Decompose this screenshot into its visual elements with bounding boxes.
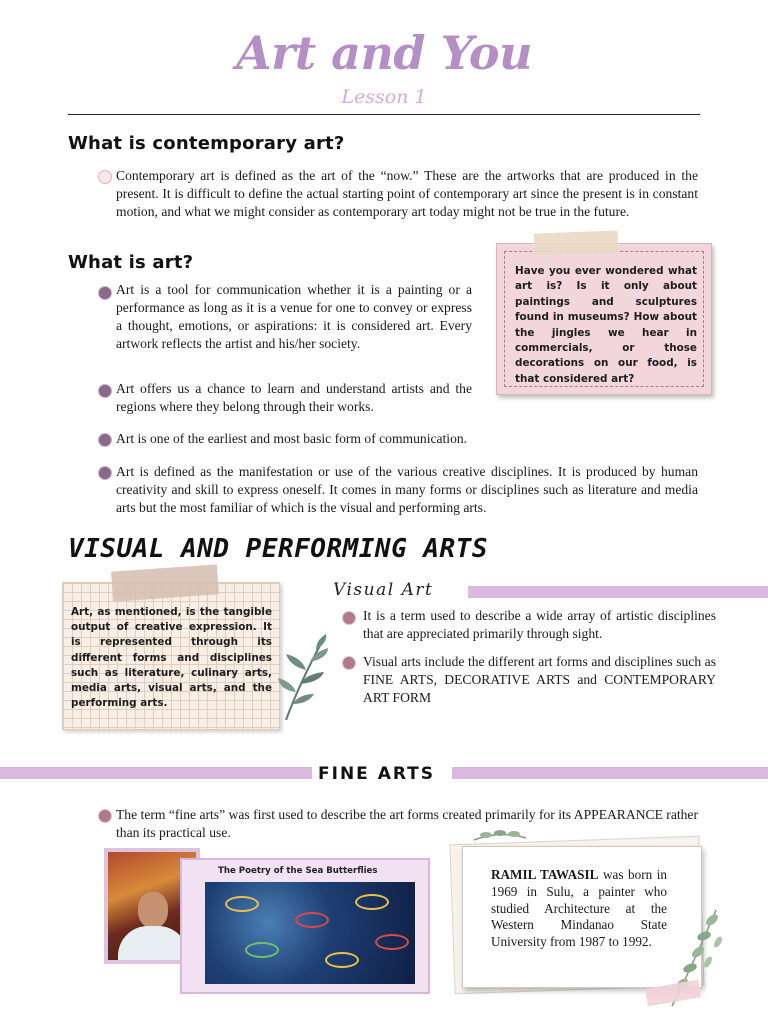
leaf-icon xyxy=(276,632,330,722)
art-bullet-3: Art is one of the earliest and most basic form of communication. xyxy=(116,431,468,446)
bullet-icon xyxy=(98,170,112,184)
definition-note-text: Art, as mentioned, is the tangible output of creative expression. It is represented through its different forms and disciplines such as literature, culinary arts, media arts, visual arts, and the performing arts. xyxy=(71,606,272,710)
art-bullet-4: Art is defined as the manifestation or use of the various creative disciplines. It is produced by human creativity and skill to express oneself. It comes in many forms or disciplines such as literature and media arts but the most familiar of which is the visual and performing arts. xyxy=(116,464,698,515)
artist-face xyxy=(138,892,168,928)
art-bullet-1: Art is a tool for communication whether it is a painting or a performance as long as it is a venue for one to convey or express a thought, emotions, or aspirations: it is considered art. Every artwork reflects the artist and his/her society. xyxy=(116,282,472,351)
question-sticky-note xyxy=(496,243,712,395)
artist-shirt xyxy=(118,926,188,964)
fine-arts-bullet: The term “fine arts” was first used to describe the art forms created primarily for its APPEARANCE rather than its practical use. xyxy=(116,807,698,840)
artist-bio: was born in 1969 in Sulu, a painter who studied Architecture at the Western Mindanao State University from 1987 to 1992. xyxy=(491,867,667,950)
bullet-icon xyxy=(98,809,112,823)
heading-visual-art: Visual Art xyxy=(333,580,434,600)
bullet-icon xyxy=(98,286,112,300)
heading-what-is-art: What is art? xyxy=(68,252,194,273)
bullet-icon xyxy=(342,656,356,670)
visual-art-bar xyxy=(468,586,768,598)
heading-fine-arts: FINE ARTS xyxy=(318,764,436,784)
lesson-label: Lesson 1 xyxy=(341,86,427,108)
tape-decoration xyxy=(534,231,619,256)
definition-grid-note xyxy=(62,582,280,730)
leaf-icon xyxy=(472,826,528,846)
painting-caption: The Poetry of the Sea Butterflies xyxy=(218,866,378,876)
artist-card-text xyxy=(491,867,667,951)
page-title: Art and You xyxy=(235,26,533,80)
bullet-icon xyxy=(342,611,356,625)
question-note-text: Have you ever wondered what art is? Is it only about paintings and sculptures found in museums? How about the jingles we hear in commercials, or those decorations on our food, is that considered art? xyxy=(515,265,697,385)
painting-image xyxy=(205,882,415,984)
heading-visual-performing-arts: VISUAL AND PERFORMING ARTS xyxy=(68,534,488,564)
bullet-icon xyxy=(98,466,112,480)
artist-name: RAMIL TAWASIL xyxy=(491,867,599,882)
fine-arts-bar-left xyxy=(0,767,312,779)
title-divider xyxy=(68,114,700,115)
visual-art-bullet-2: Visual arts include the different art forms and disciplines such as FINE ARTS, DECORATIVE ARTS and CONTEMPORARY ART FORM xyxy=(363,654,716,705)
bullet-icon xyxy=(98,384,112,398)
heading-contemporary-art: What is contemporary art? xyxy=(68,133,345,154)
art-bullet-2: Art offers us a chance to learn and understand artists and the regions where they belong through their works. xyxy=(116,381,472,414)
fine-arts-bar-right xyxy=(452,767,768,779)
bullet-icon xyxy=(98,433,112,447)
contemporary-art-paragraph: Contemporary art is defined as the art of the “now.” These are the artworks that are produced in the present. It is difficult to define the actual starting point of contemporary art since the present is in constant motion, and what we might consider as contemporary art today might not be true in the future. xyxy=(116,168,698,219)
visual-art-bullet-1: It is a term used to describe a wide array of artistic disciplines that are appreciated primarily through sight. xyxy=(363,608,716,641)
